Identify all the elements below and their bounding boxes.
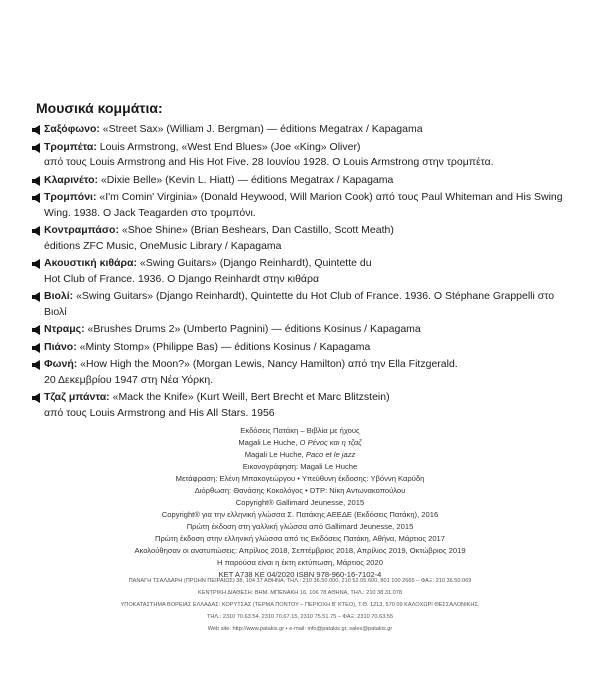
track-desc: «Dixie Belle» (Kevin L. Hiatt) — éditions Megatrax / Kapagama — [98, 173, 394, 186]
list-item — [32, 390, 572, 421]
author-line — [60, 449, 540, 461]
track-desc: «Swing Guitars» (Django Reinhardt), Quintette du Hot Club of France. 1936. Ο Stéphane Grappelli στο Βιολί — [44, 290, 555, 318]
track-label: Ακουστική κιθάρα: — [44, 257, 137, 269]
page-title: Μουσικά κομμάτια: — [36, 100, 163, 116]
track-text — [44, 357, 572, 388]
track-desc: «Brushes Drums 2» (Umberto Pagnini) — éditions Kosinus / Kapagama — [84, 323, 421, 335]
list-item — [32, 223, 572, 254]
track-continuation: Wing. 1938. Ο Jack Teagarden στο τρομπόνι. — [44, 206, 256, 219]
track-text — [44, 390, 572, 421]
track-label: Φωνή: — [44, 358, 78, 370]
track-text — [44, 140, 572, 171]
track-label: Πιάνο: — [44, 340, 77, 353]
speaker-icon[interactable] — [32, 122, 44, 135]
reprints-line: Ακολούθησαν οι ανατυπώσεις: Απρίλιος 2018, Σεπτέμβριος 2018, Απρίλιος 2019, Οκτώβριος 2019 — [134, 546, 466, 555]
track-desc: «I'm Comin' Virginia» (Donald Heywood, Will Marion Cook) από τους Paul Whiteman and His Swing — [96, 191, 563, 203]
address-line: ΤΗΛ.: 2310 70.63.54, 2310 70.67.15, 2310 75.51.75 – ΦΑΞ: 2310 70.63.55 — [206, 614, 394, 620]
track-desc: «How High the Moon?» (Morgan Lewis, Nancy Hamilton) από την Ella Fitzgerald. — [77, 358, 458, 370]
track-text — [44, 173, 572, 189]
speaker-icon[interactable] — [32, 340, 44, 353]
track-label: Σαξόφωνο: — [44, 123, 100, 135]
track-label: Τρομπέτα: — [44, 140, 97, 153]
speaker-icon[interactable] — [32, 289, 44, 302]
track-continuation: Hot Club of France. 1936. Ο Django Reinhardt στην κιθάρα — [44, 272, 320, 285]
track-desc: «Swing Guitars» (Django Reinhardt), Quintette du — [136, 257, 372, 269]
track-text — [44, 256, 572, 287]
speaker-icon[interactable] — [32, 140, 44, 153]
credits-block — [60, 425, 540, 581]
codes-line: ΚΕΤ Α738 ΚΕ 04/2020 ISBN 978-960-16-7102-4 — [218, 570, 382, 579]
speaker-icon[interactable] — [32, 357, 44, 370]
track-continuation: 20 Δεκεμβρίου 1947 στη Νέα Υόρκη. — [44, 373, 214, 386]
copyright-line: Copyright® για την ελληνική γλώσσα Σ. Πατάκης ΑΕΕΔΕ (Εκδόσεις Πατάκη), 2016 — [161, 510, 439, 519]
list-item — [32, 357, 572, 388]
contact-line: Web site: http://www.patakis.gr • e-mail: info@patakis.gr, sales@patakis.gr — [207, 626, 393, 632]
track-text — [44, 223, 572, 254]
track-text — [44, 340, 572, 356]
speaker-icon[interactable] — [32, 173, 44, 186]
publisher-line: Εκδόσεις Πατάκη – Βιβλία με ήχους — [240, 426, 360, 435]
book-title: Ο Ρένος και η τζαζ — [299, 438, 362, 447]
translation-line: Μετάφραση: Ελένη Μπακογεώργου • Υπεύθυνη έκδοσης: Υβόννη Καρύδη — [175, 474, 425, 483]
track-text — [44, 289, 572, 320]
list-item — [32, 340, 572, 356]
illustration-line: Εικονογράφηση: Magali Le Huche — [242, 462, 358, 471]
track-label: Τρομπόνι: — [44, 191, 97, 203]
list-item — [32, 322, 572, 338]
track-text — [44, 190, 572, 221]
list-item — [32, 173, 572, 189]
track-desc: Louis Armstrong, «West End Blues» (Joe «King» Oliver) — [96, 140, 361, 153]
speaker-icon[interactable] — [32, 256, 44, 269]
address-line: ΠΑΝΑΓΗ ΤΣΑΛΔΑΡΗ (ΠΡΩΗΝ ΠΕΙΡΑΙΩΣ) 38, 104 37 ΑΘΗΝΑ, ΤΗΛ.: 210 36.50.000, 210 52.05.600, 801 100 2665 – ΦΑΞ: 210 36.50.069 — [128, 578, 472, 584]
track-desc: «Shoe Shine» (Brian Beshears, Dan Castillo, Scott Meath) — [118, 224, 394, 236]
track-continuation: éditions ZFC Music, OneMusic Library / Kapagama — [44, 239, 282, 252]
author-name: Magali Le Huche, — [238, 438, 300, 447]
proofreading-line: Διόρθωση: Θανάσης Κοκολόγος • DTP: Νίκη Αντωνακοπούλου — [194, 486, 406, 495]
author-name: Magali Le Huche, — [244, 450, 306, 459]
track-label: Ντραμς: — [44, 323, 85, 335]
track-desc: «Street Sax» (William J. Bergman) — éditions Megatrax / Kapagama — [99, 123, 423, 135]
track-label: Κλαρινέτο: — [44, 173, 99, 186]
track-label: Βιολί: — [44, 290, 74, 302]
track-text — [44, 322, 572, 338]
track-continuation: από τους Louis Armstrong and His Hot Five. 28 Ιουνίου 1928. Ο Louis Armstrong στην τρομπέτα. — [44, 156, 494, 168]
speaker-icon[interactable] — [32, 190, 44, 203]
list-item — [32, 122, 572, 138]
track-text — [44, 122, 572, 138]
speaker-icon[interactable] — [32, 322, 44, 335]
list-item — [32, 256, 572, 287]
publisher-address-block — [40, 575, 560, 635]
track-label: Κοντραμπάσο: — [44, 224, 119, 236]
list-item — [32, 190, 572, 221]
track-desc: «Mack the Knife» (Kurt Weill, Bert Brecht et Marc Blitzstein) — [109, 391, 390, 403]
track-list — [32, 122, 572, 423]
track-continuation: από τους Louis Armstrong and His All Stars. 1956 — [44, 406, 275, 419]
address-line: ΚΕΝΤΡΙΚΗ ΔΙΑΘΕΣΗ: ΒΗΜ. ΜΠΕΝΑΚΗ 16, 106 78 ΑΘΗΝΑ, ΤΗΛ.: 210 38.31.078 — [198, 590, 402, 596]
address-line: ΥΠΟΚΑΤΑΣΤΗΜΑ ΒΟΡΕΙΑΣ ΕΛΛΑΔΑΣ: ΚΟΡΥΤΣΑΣ (ΤΕΡΜΑ ΠΟΝΤΟΥ – ΠΕΡΙΟΧΗ Β' ΚΤΕΟ), Τ.Θ. 1213, 570 09 ΚΑΛΟΧΩΡΙ ΘΕΣΣΑΛΟΝΙΚΗΣ, — [120, 602, 480, 608]
first-edition-line: Πρώτη έκδοση στην ελληνική γλώσσα από τις Εκδόσεις Πατάκη, Αθήνα, Μάρτιος 2017 — [155, 534, 445, 543]
first-edition-line: Πρώτη έκδοση στη γαλλική γλώσσα από Gallimard Jeunesse, 2015 — [186, 522, 414, 531]
copyright-line: Copyright® Gallimard Jeunesse, 2015 — [235, 498, 365, 507]
edition-line: Η παρούσα είναι η έκτη εκτύπωση, Μάρτιος 2020 — [217, 558, 383, 567]
speaker-icon[interactable] — [32, 223, 44, 236]
author-line — [60, 437, 540, 449]
list-item — [32, 140, 572, 171]
track-desc: «Minty Stomp» (Philippe Bas) — éditions Kosinus / Kapagama — [76, 340, 371, 353]
list-item — [32, 289, 572, 320]
track-label: Τζαζ μπάντα: — [44, 391, 110, 403]
original-title: Paco et le jazz — [305, 450, 356, 459]
speaker-icon[interactable] — [32, 390, 44, 403]
